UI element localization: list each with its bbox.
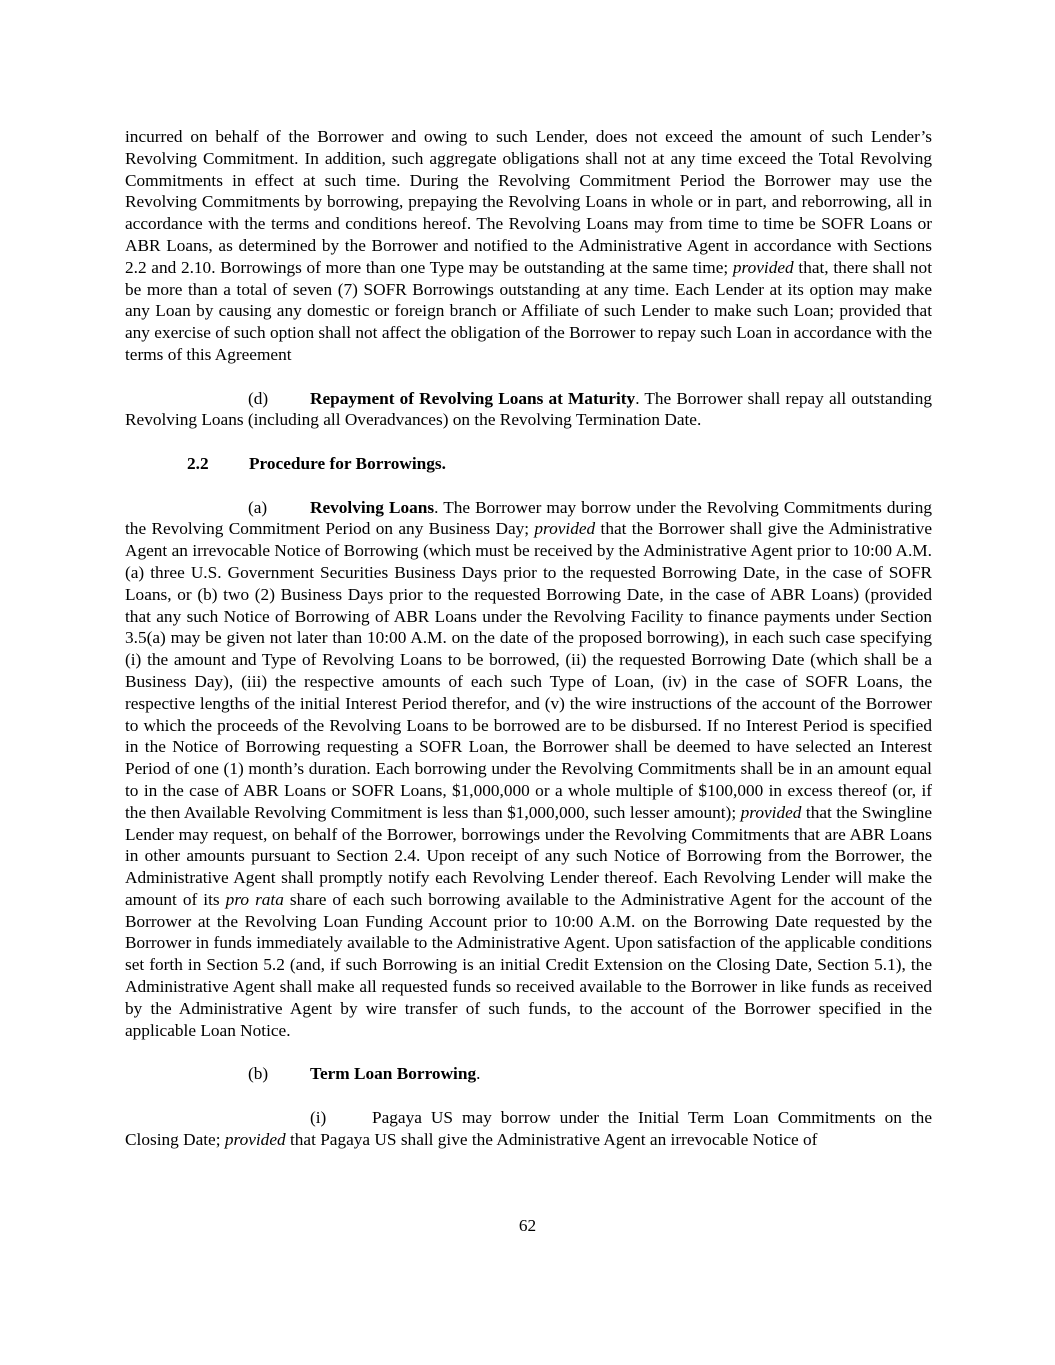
clause-heading: Repayment of Revolving Loans at Maturity xyxy=(310,388,636,408)
paragraph-d xyxy=(125,388,932,432)
italic-term: provided xyxy=(224,1129,286,1149)
page-number: 62 xyxy=(518,1216,537,1235)
paragraph-spacer xyxy=(125,366,932,388)
paragraph-text: that the Swingline Lender may request, on behalf of the Borrower, borrowings under the Revolving Commitments that are ABR Loans in other amounts pursuant to Section 2.4. Upon receipt of any such Notice of Borrowing from the Borrower, the Administrative Agent shall promptly notify each Revolving Lender thereof. Each Revolving Lender will make the amount of its xyxy=(125,802,932,909)
section-heading xyxy=(125,453,932,475)
italic-term: provided xyxy=(534,519,596,539)
paragraph-text: . The Borrower may borrow under the Revolving Commitments during the Revolving Commitment Period on any Business Day; xyxy=(125,497,932,539)
paragraph-text: that Pagaya US shall give the Administrative Agent an irrevocable Notice of xyxy=(285,1129,818,1149)
paragraph-text: incurred on behalf of the Borrower and owing to such Lender, does not exceed the amount of such Lender’s Revolving Commitment. In addition, such aggregate obligations shall not at any time exceed the Total Revolving Commitments in effect at such time. During the Revolving Commitment Period the Borrower may use the Revolving Commitments by borrowing, prepaying the Revolving Loans in whole or in part, and reborrowing, all in accordance with the terms and conditions hereof. The Revolving Loans may from time to time be SOFR Loans or ABR Loans, as determined by the Borrower and notified to the Administrative Agent in accordance with Sections 2.2 and 2.10. Borrowings of more than one Type may be outstanding at the same time; xyxy=(125,127,932,277)
document-page xyxy=(125,126,932,1150)
paragraph-text: . The Borrower shall repay all outstanding Revolving Loans (including all Overadvances) on the Revolving Termination Date. xyxy=(125,388,933,430)
italic-term: provided xyxy=(732,257,794,277)
clause-heading: Revolving Loans xyxy=(310,497,435,517)
clause-number: (d) xyxy=(248,388,269,408)
paragraph-text: . xyxy=(476,1064,481,1084)
paragraph-continuation xyxy=(125,126,932,366)
paragraph-i xyxy=(125,1107,932,1151)
paragraph-text: that the Borrower shall give the Administrative Agent an irrevocable Notice of Borrowing (which must be received by the Administrative Agent prior to 10:00 A.M. (a) three U.S. Government Securities Business Days prior to the requested Borrowing Date, in the case of SOFR Loans, or (b) two (2) Business Days prior to the requested Borrowing Date, in the case of ABR Loans) (provided that any such Notice of Borrowing of ABR Loans under the Revolving Facility to finance payments under Section 3.5(a) may be given not later than 10:00 A.M. on the date of the proposed borrowing), in each such case specifying (i) the amount and Type of Revolving Loans to be borrowed, (ii) the requested Borrowing Date (which shall be a Business Day), (iii) the respective amounts of each such Type of Loan, (iv) in the case of SOFR Loans, the respective lengths of the initial Interest Period therefor, and (v) the wire instructions of the account of the Borrower to which the proceeds of the Revolving Loans to be borrowed are to be disbursed. If no Interest Period is specified in the Notice of Borrowing requesting a SOFR Loan, the Borrower shall be deemed to have selected an Interest Period of one (1) month’s duration. Each borrowing under the Revolving Commitments shall be in an amount equal to in the case of ABR Loans or SOFR Loans, $1,000,000 or a whole multiple of $100,000 in excess thereof (or, if the then Available Revolving Commitment is less than $1,000,000, such lesser amount); xyxy=(125,519,932,822)
paragraph-text: Pagaya US may borrow under the Initial Term Loan Commitments on the Closing Date; xyxy=(125,1107,932,1149)
paragraph-spacer xyxy=(125,1041,932,1063)
paragraph-b xyxy=(125,1063,932,1085)
paragraph-spacer xyxy=(125,475,932,497)
paragraph-spacer xyxy=(125,431,932,453)
clause-number: (a) xyxy=(248,497,268,517)
italic-term: provided xyxy=(740,802,802,822)
italic-term: pro rata xyxy=(225,889,284,909)
paragraph-text: that, there shall not be more than a total of seven (7) SOFR Borrowings outstanding at any time. Each Lender at its option may make any Loan by causing any domestic or foreign branch or Affiliate of such Lender to make such Loan; provided that any exercise of such option shall not affect the obligation of the Borrower to repay such Loan in accordance with the terms of this Agreement xyxy=(125,257,932,364)
paragraph-spacer xyxy=(125,1085,932,1107)
paragraph-a xyxy=(125,497,932,1042)
paragraph-text: share of each such borrowing available to the Administrative Agent for the account of the Borrower at the Revolving Loan Funding Account prior to 10:00 A.M. on the Borrowing Date requested by the Borrower in funds immediately available to the Administrative Agent. Upon satisfaction of the applicable conditions set forth in Section 5.2 (and, if such Borrowing is an initial Credit Extension on the Closing Date, Section 5.1), the Administrative Agent shall make all requested funds so received available to the Borrower in like funds as received by the Administrative Agent by wire transfer of such funds, to the account of the Borrower specified in the applicable Loan Notice. xyxy=(125,889,933,1040)
clause-number: (i) xyxy=(310,1107,327,1127)
section-title: Procedure for Borrowings. xyxy=(249,453,446,473)
section-number: 2.2 xyxy=(187,453,209,473)
clause-heading: Term Loan Borrowing xyxy=(310,1064,477,1084)
clause-number: (b) xyxy=(248,1064,269,1084)
